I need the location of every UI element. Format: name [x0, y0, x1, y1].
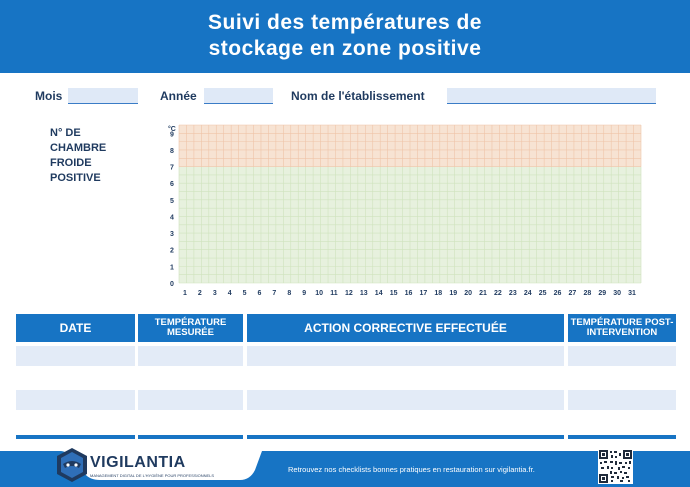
x-tick-label: 24 [523, 290, 532, 297]
page-title-line-2: stockage en zone positive [208, 37, 482, 60]
x-tick-label: 6 [257, 290, 262, 297]
x-tick-label: 11 [330, 290, 338, 297]
table-cell[interactable] [568, 346, 676, 366]
x-tick-label: 13 [359, 290, 368, 297]
y-tick-label: 4 [170, 214, 174, 222]
month-label: Mois [35, 89, 63, 103]
chamber-number-label [50, 126, 106, 186]
x-tick-label: 7 [272, 290, 277, 297]
x-tick-label: 30 [613, 290, 622, 297]
year-field[interactable] [204, 88, 273, 104]
chamber-label-line-1: N° DE [50, 127, 81, 139]
y-tick-label: 8 [170, 147, 174, 155]
x-tick-label: 4 [227, 290, 232, 297]
y-tick-label: 0 [170, 281, 174, 288]
month-field[interactable] [68, 88, 138, 104]
x-tick-label: 3 [212, 290, 217, 297]
y-tick-label: 7 [170, 164, 174, 172]
x-tick-label: 2 [197, 290, 202, 297]
brand-tagline: MANAGEMENT DIGITAL DE L'HYGIÈNE POUR PROFESSIONNELS [90, 473, 215, 478]
x-tick-label: 5 [242, 290, 247, 297]
header-corrective-action: ACTION CORRECTIVE EFFECTUÉE [247, 314, 564, 342]
x-tick-label: 8 [287, 290, 292, 297]
y-tick-label: 6 [170, 181, 174, 189]
chamber-label-line-2: CHAMBRE [50, 142, 107, 154]
header-date: DATE [16, 314, 135, 342]
x-tick-label: 25 [538, 290, 547, 297]
qr-code-icon[interactable] [598, 449, 633, 484]
x-tick-label: 20 [464, 290, 473, 297]
x-tick-label: 29 [598, 290, 607, 297]
x-tick-label: 16 [404, 290, 413, 297]
x-tick-label: 22 [494, 290, 502, 297]
x-tick-label: 31 [628, 290, 636, 297]
year-label: Année [160, 89, 197, 103]
table-cell[interactable] [138, 390, 243, 410]
x-tick-label: 15 [389, 290, 398, 297]
x-tick-label: 26 [553, 290, 562, 297]
table-cell[interactable] [16, 346, 135, 366]
brand-name: VIGILANTIA [90, 454, 186, 471]
x-tick-label: 14 [374, 290, 383, 297]
table-cell[interactable] [568, 390, 676, 410]
header-measured-temp: TEMPÉRATURE MESURÉE [138, 314, 243, 342]
header-post-intervention-temp: TEMPÉRATURE POST-INTERVENTION [568, 314, 676, 342]
vigilantia-logo-icon [55, 446, 89, 484]
y-tick-label: 1 [170, 264, 174, 272]
y-tick-label: 3 [170, 231, 174, 239]
x-tick-label: 28 [583, 290, 592, 297]
footer-text: Retrouvez nos checklists bonnes pratiques en restauration sur vigilantia.fr. [288, 465, 535, 474]
y-tick-label: 2 [170, 247, 174, 255]
x-tick-label: 27 [568, 290, 577, 297]
x-tick-label: 9 [302, 290, 307, 297]
x-tick-label: 19 [449, 290, 458, 297]
chamber-label-line-3: FROIDE [50, 157, 92, 169]
x-tick-label: 1 [183, 290, 187, 297]
establishment-field[interactable] [447, 88, 656, 104]
header-banner [0, 0, 690, 73]
x-tick-label: 12 [344, 290, 353, 297]
x-tick-label: 23 [508, 290, 517, 297]
table-cell[interactable] [16, 390, 135, 410]
y-tick-label: 5 [170, 197, 174, 205]
table-cell[interactable] [138, 346, 243, 366]
x-tick-label: 21 [479, 290, 487, 297]
y-tick-label: 9 [170, 131, 174, 139]
x-tick-label: 10 [315, 290, 323, 297]
chamber-label-line-4: POSITIVE [50, 172, 101, 184]
x-tick-label: 18 [434, 290, 443, 297]
page-title-line-1: Suivi des températures de [208, 11, 482, 34]
y-axis-unit: °C [168, 126, 176, 133]
establishment-label: Nom de l'établissement [291, 89, 425, 103]
table-cell[interactable] [247, 390, 564, 410]
x-tick-label: 17 [419, 290, 428, 297]
temperature-chart[interactable] [160, 118, 650, 303]
table-cell[interactable] [247, 346, 564, 366]
